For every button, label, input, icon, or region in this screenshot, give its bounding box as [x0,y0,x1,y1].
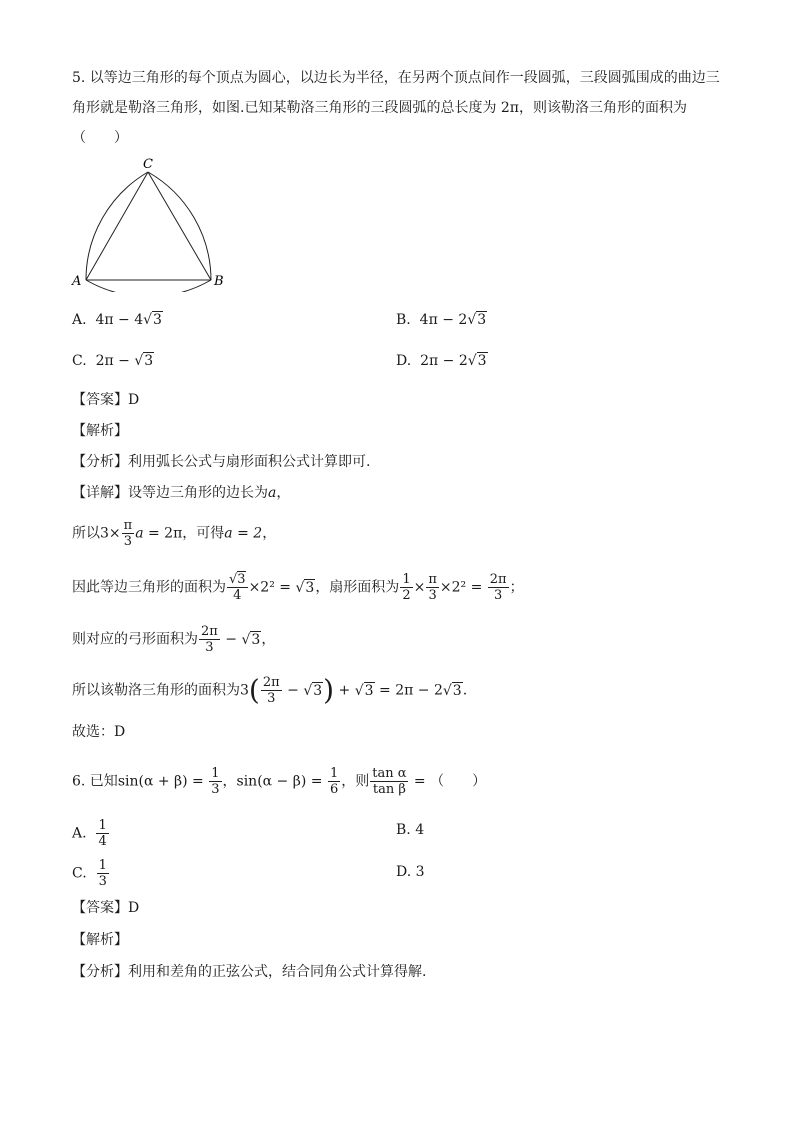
q5-step2: 因此等边三角形的面积为 $\frac{√3}{4}$ ×2² = √3，扇形面积为 $\frac{1}{2}$ × $\frac{\pi}{3}$ ×2² = $\frac{2\pi}{3}$ ； [72,572,524,603]
q5-analysis-tag: 【解析】 [72,423,128,439]
vertex-label-a: A [72,274,82,289]
sqrt-symbol: √3 [467,312,487,328]
fraction: $\frac{1}{3}$ [98,858,107,889]
option-label: B. [396,312,411,328]
answer-value: D [128,392,140,408]
option-label: D. [396,353,412,369]
q6-option-b[interactable]: B. 4 [396,822,425,838]
q5-option-a[interactable] [72,312,163,328]
triangle-side-ca [86,172,148,280]
q5-step1: 所以3× $\frac{\pi}{3}$ a = 2π，可得a = 2， [72,518,277,549]
fraction: $\frac{\pi}{3}$ [123,518,133,549]
q6-option-c[interactable]: C. $\frac{1}{3}$ [72,858,107,889]
option-text: 2π − [95,353,135,369]
fraction: $\frac{\pi}{3}$ [428,572,437,603]
vertex-label-b: B [214,274,224,289]
fraction: $\frac{\text{tan α}}{\text{tan β}}$ [372,766,407,797]
q5-step3: 则对应的弓形面积为 $\frac{2\pi}{3}$ − √3， [72,624,276,655]
fraction: $\frac{2\pi}{3}$ [201,624,218,655]
q5-stem-line2: 角形就是勒洛三角形，如图.已知某勒洛三角形的三段圆弧的总长度为 2π，则该勒洛三角形的面积为 [72,100,688,116]
reuleaux-arc-ab [86,280,211,292]
q5-conclusion: 故选：D [72,724,126,740]
answer-tag: 【答案】 [72,392,128,408]
q6-option-d[interactable]: D. 3 [396,864,425,880]
sqrt-symbol: √3 [467,353,487,369]
q5-answer-blank: （ ） [72,130,128,146]
fraction: $\frac{1}{2}$ [402,572,411,603]
triangle-side-bc [148,172,211,280]
q6-analysis-tag: 【解析】 [72,932,128,948]
option-text: 4π − 4 [95,312,144,328]
q5-option-c[interactable] [72,353,154,369]
option-text: 2π − 2 [420,353,468,369]
q5-option-d[interactable] [396,353,488,369]
option-label: A. [72,312,87,328]
fraction: $\frac{2\pi}{3}$ [489,572,507,603]
fraction: $\frac{1}{3}$ [211,766,220,797]
vertex-label-c: C [143,157,153,172]
q5-step4: 所以该勒洛三角形的面积为3( $\frac{2\pi}{3}$ − √3) + √3 = 2π − 2√3. [72,673,468,707]
q5-option-b[interactable] [396,312,487,328]
reuleaux-triangle-figure [68,152,238,292]
fraction: $\frac{2\pi}{3}$ [262,675,280,706]
fraction: $\frac{1}{4}$ [98,818,107,849]
fraction: $\frac{√3}{4}$ [229,572,246,603]
q5-stem-line1: 5. 以等边三角形的每个顶点为圆心，以边长为半径，在另两个顶点间作一段圆弧，三段圆弧围成的曲边三 [72,70,720,86]
q6-option-a[interactable]: A. $\frac{1}{4}$ [72,818,107,849]
q5-xiangjie: 【详解】设等边三角形的边长为a， [72,485,291,501]
sqrt-symbol: √3 [134,353,154,369]
fraction: $\frac{1}{6}$ [329,766,339,797]
option-label: C. [72,353,87,369]
q6-stem: 6. 已知sin(α + β) = $\frac{1}{3}$ ，sin(α − β) = $\frac{1}{6}$ ，则 $\frac{\text{tan α}}{\text{tan β}}$ = （ ） [72,766,487,797]
sqrt-symbol: √3 [143,312,162,328]
q6-fenxi: 【分析】利用和差角的正弦公式，结合同角公式计算得解. [72,964,427,980]
q5-fenxi: 【分析】利用弧长公式与扇形面积公式计算即可. [72,454,371,470]
option-text: 4π − 2 [419,312,468,328]
q6-answer: 【答案】D [72,900,140,916]
q5-answer [72,390,139,410]
